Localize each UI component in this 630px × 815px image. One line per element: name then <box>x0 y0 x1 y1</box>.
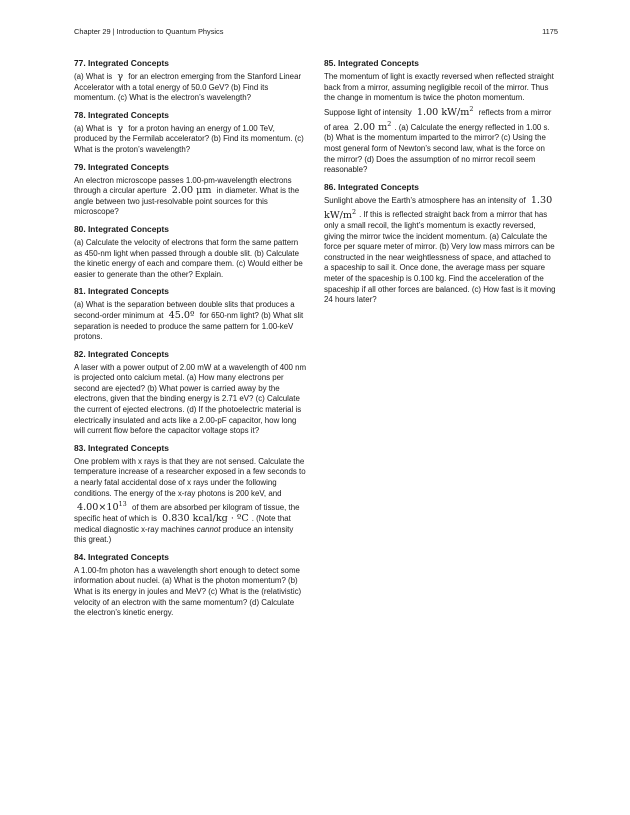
emphasis-text: cannot <box>196 524 221 534</box>
math-base: γ <box>117 122 124 134</box>
math-base: γ <box>117 71 124 82</box>
problem-block <box>74 552 307 619</box>
problem-block <box>74 58 307 104</box>
problem-title: 85. Integrated Concepts <box>324 58 419 68</box>
math-base: 45.0º <box>168 309 195 321</box>
math-superscript: 13 <box>118 500 127 509</box>
problem-title: 83. Integrated Concepts <box>74 442 169 453</box>
problem-block <box>74 349 307 437</box>
page-number: 1175 <box>542 27 558 36</box>
text-run: for 650-nm light? (b) What slit separation is needed to produce the same pattern for 1.00-keV protons. <box>74 310 304 342</box>
problem-text <box>74 363 307 437</box>
problem-text <box>324 72 557 176</box>
problem-title: 81. Integrated Concepts <box>74 286 169 297</box>
math-base: 2.00 μm <box>171 185 212 197</box>
math-base: 0.830 kcal/kg · ºC <box>162 513 249 524</box>
math-expression <box>353 119 392 133</box>
problem-block <box>324 58 557 176</box>
problem-title: 82. Integrated Concepts <box>74 348 169 359</box>
problem-block <box>74 443 307 546</box>
problem-title: 79. Integrated Concepts <box>74 161 169 172</box>
math-base: 1.30 kW/m <box>324 194 553 221</box>
text-run: . If this is reflected straight back from a mirror that has only a small recoil, the light’s momentum is exactly reversed, giving the mirror twice the incident momentum. (a) Calculate the force per square meter of mirror. (b) Very low mass mirrors can be constructed in the near weightlessness of space, and attached to a spaceship to sail it. Once done, the average mass per square meter of the spaceship is 0.100 kg. Find the acceleration of the spaceship if all other forces are balanced. (c) How fast is it moving 24 hours later? <box>324 210 556 305</box>
math-expression <box>169 310 195 321</box>
math-expression <box>117 123 123 134</box>
text-run: for an electron emerging from the Stanford Linear Accelerator with a total energy of 50.0 GeV? (b) Find its momentum. (c) What is the electron’s wavelength? <box>74 72 302 103</box>
math-expression <box>172 185 212 196</box>
problem-text <box>74 238 307 280</box>
text-run: (a) What is <box>74 72 115 81</box>
problem-title: 80. Integrated Concepts <box>74 223 169 234</box>
text-run: One problem with x rays is that they are not sensed. Calculate the temperature increase of a researcher exposed in a few seconds to a nearly fatal accidental dose of x rays under the following conditions. The energy of the x-ray photons is 200 keV, and <box>74 456 306 498</box>
problem-text <box>74 124 307 156</box>
problem-text <box>74 176 307 218</box>
problem-title: 77. Integrated Concepts <box>74 58 169 68</box>
problem-block <box>324 182 557 306</box>
text-run: . (a) Calculate the energy reflected in 1.00 s. (b) What is the momentum imparted to the mirror? (c) Using the most general form of Newton’s second law, what is the force on the mirror? (d) Does the assumption of no mirror recoil seem reasonable? <box>324 122 550 175</box>
math-expression <box>416 104 474 118</box>
problem-block <box>74 224 307 280</box>
problem-title: 78. Integrated Concepts <box>74 109 169 120</box>
math-superscript: 2 <box>387 119 392 128</box>
left-column <box>74 58 307 625</box>
text-run: The momentum of light is exactly reversed when reflected straight back from a mirror, assuming negligible recoil of the mirror. Thus the change in momentum is twice the photon momentum. Suppose light of intensity <box>324 72 554 117</box>
text-run: reflects from a mirror of area <box>324 107 552 132</box>
header-chapter: Chapter 29 | Introduction to Quantum Physics <box>74 27 224 36</box>
text-run: in diameter. What is the angle between two just-resolvable point sources for this microscope? <box>74 186 300 217</box>
math-base: 1.00 kW/m <box>416 106 470 118</box>
math-base: 2.00 m <box>353 121 388 133</box>
text-run: for a proton having an energy of 1.00 TeV, produced by the Fermilab accelerator? (b) Find its momentum. (c) What is the proton’s wavelength? <box>74 123 304 154</box>
problem-text <box>74 72 307 104</box>
text-run: produce an intensity this great.) <box>74 524 294 545</box>
problem-text <box>324 196 557 306</box>
right-column <box>324 58 557 312</box>
text-run: (a) Calculate the velocity of electrons that form the same pattern as 450-nm light when passed through a double slit. (b) Calculate the kinetic energy of each and compare them. (c) Would either be easier to generate than the other? Explain. <box>74 237 303 279</box>
problem-block <box>74 110 307 156</box>
problem-title: 84. Integrated Concepts <box>74 551 169 562</box>
text-run: Sunlight above the Earth’s atmosphere has an intensity of <box>324 195 528 205</box>
problem-text <box>74 300 307 342</box>
math-superscript: 2 <box>469 104 474 113</box>
problem-block <box>74 162 307 218</box>
text-run: A 1.00-fm photon has a wavelength short enough to detect some information about nuclei. (a) What is the photon momentum? (b) What is its energy in joules and MeV? (c) What is the (relativistic) velocity of an electron with the same momentum? (d) Calculate the electron’s kinetic energy. <box>74 565 302 618</box>
text-run: (a) What is the separation between double slits that produces a second-order minimum at <box>74 300 295 320</box>
problem-block <box>74 286 307 342</box>
math-expression <box>117 71 123 82</box>
text-run: . (Note that medical diagnostic x-ray machines <box>74 514 291 534</box>
text-run: An electron microscope passes 1.00-pm-wavelength electrons through a circular aperture <box>74 175 292 196</box>
text-run: A laser with a power output of 2.00 mW at a wavelength of 400 nm is projected onto calcium metal. (a) How many electrons per second are ejected? (b) What power is carried away by the electrons, given that the binding energy is 2.71 eV? (c) Calculate the current of ejected electrons. (d) If the photoelectric material is electrically insulated and acts like a 2.00-pF capacitor, how long will current flow before the capacitor voltage stops it? <box>74 362 307 436</box>
text-run: of them are absorbed per kilogram of tissue, the specific heat of which is <box>74 503 300 523</box>
problem-text <box>74 457 307 546</box>
math-expression <box>77 502 127 513</box>
math-base: 4.00×10 <box>77 502 119 514</box>
problem-title: 86. Integrated Concepts <box>324 181 419 192</box>
problem-text <box>74 566 307 619</box>
text-run: (a) What is <box>74 123 115 133</box>
math-expression <box>162 513 249 524</box>
page-header <box>74 27 558 36</box>
math-superscript: 2 <box>352 207 357 216</box>
